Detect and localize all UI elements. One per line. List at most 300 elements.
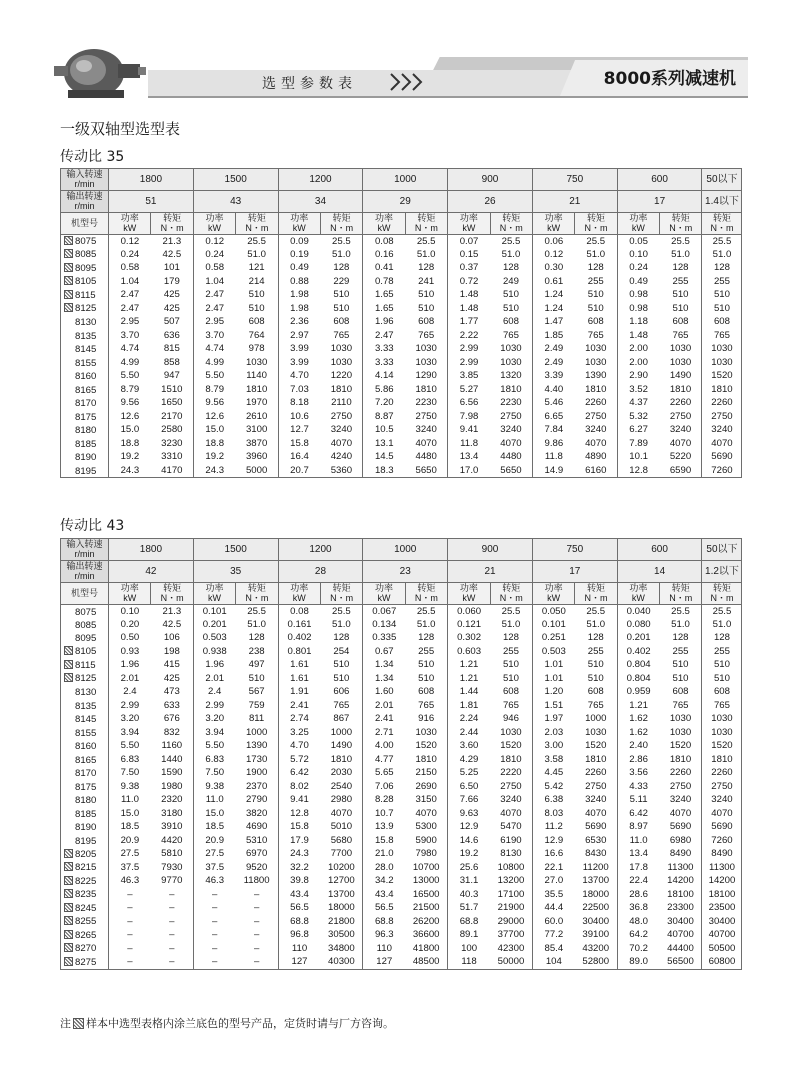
power-cell: 0.938 [193,645,235,659]
model-number: 8180 [75,425,97,437]
power-cell: 5.65 [363,767,405,781]
table-row [61,356,742,370]
power-cell: 4.45 [532,767,574,781]
power-cell: 17.8 [617,861,659,875]
power-cell: 8.28 [363,794,405,808]
power-cell: 7.66 [448,794,490,808]
power-cell: – [109,902,151,916]
power-cell: 1.51 [532,699,574,713]
model-cell [61,888,109,902]
power-cell: 2.4 [193,686,235,700]
torque-cell: 42300 [490,942,532,956]
power-cell: 15.0 [193,807,235,821]
power-cell: 3.20 [193,713,235,727]
power-cell: 127 [363,956,405,970]
model-number: 8160 [75,371,97,383]
power-cell: 7.50 [193,767,235,781]
torque-cell: 633 [151,699,193,713]
torque-cell: 2150 [405,767,447,781]
power-cell: 14.5 [363,451,405,465]
power-cell: 19.2 [448,848,490,862]
torque-cell: 3230 [151,437,193,451]
power-cell: 0.98 [617,289,659,303]
power-cell: 3.99 [278,343,320,357]
model-cell [61,713,109,727]
model-number: 8105 [75,646,97,658]
torque-cell: 18100 [660,888,702,902]
power-cell: 0.050 [532,605,574,619]
torque-cell: 3100 [236,424,278,438]
power-cell: 12.8 [617,464,659,478]
power-cell: 19.2 [193,451,235,465]
power-cell: 3.39 [532,370,574,384]
torque-header: 转矩 N・m [490,583,532,605]
power-cell: 24.3 [278,848,320,862]
power-cell: 104 [532,956,574,970]
torque-cell: 30400 [575,915,617,929]
power-cell: 0.402 [278,632,320,646]
torque-cell: 11300 [702,861,742,875]
table-row [61,275,742,289]
power-header: 功率 kW [617,583,659,605]
torque-cell: 765 [405,329,447,343]
torque-cell: 510 [660,672,702,686]
torque-cell: 5300 [405,821,447,835]
torque-header: 转矩 N・m [151,583,193,605]
model-cell [61,645,109,659]
torque-cell: 22500 [575,902,617,916]
hatched-square-icon [64,876,73,885]
torque-cell: 3240 [320,424,362,438]
table-row [61,753,742,767]
torque-cell: 1810 [575,383,617,397]
model-cell [61,659,109,673]
power-cell: 6.83 [109,753,151,767]
torque-cell: 608 [236,316,278,330]
torque-cell: 567 [236,686,278,700]
model-cell [61,834,109,848]
torque-cell: 4170 [151,464,193,478]
torque-cell: 2750 [490,410,532,424]
torque-cell: 510 [405,659,447,673]
torque-cell: 510 [660,302,702,316]
table-row [61,713,742,727]
power-cell: 4.70 [278,370,320,384]
torque-cell: 1520 [575,740,617,754]
model-number: 8185 [75,438,97,450]
torque-cell: 25.5 [575,605,617,619]
torque-cell: 5000 [236,464,278,478]
torque-cell: 4070 [405,807,447,821]
torque-cell: 255 [575,275,617,289]
torque-cell: 2260 [702,767,742,781]
power-cell: 5.42 [532,780,574,794]
hatched-square-icon [64,290,73,299]
torque-cell: 2260 [660,397,702,411]
ratio-title-35: 传动比 35 [60,149,125,165]
input-speed-cell: 50以下 [702,169,742,191]
torque-cell: 507 [151,316,193,330]
torque-cell: 473 [151,686,193,700]
power-cell: 4.33 [617,780,659,794]
hatched-square-icon [64,930,73,939]
power-cell: 37.5 [193,861,235,875]
power-cell: 5.50 [109,370,151,384]
table-row [61,437,742,451]
power-cell: 0.24 [617,262,659,276]
table-row [61,915,742,929]
torque-cell: 2750 [575,780,617,794]
power-cell: 16.6 [532,848,574,862]
torque-cell: 25.5 [702,235,742,249]
torque-cell: 510 [405,289,447,303]
torque-cell: 25.5 [320,235,362,249]
input-speed-cell: 1500 [193,169,278,191]
torque-cell: 255 [702,645,742,659]
model-number: 8235 [75,889,97,901]
power-cell: 20.9 [193,834,235,848]
power-cell: 4.29 [448,753,490,767]
torque-cell: 608 [490,316,532,330]
power-cell: 4.99 [193,356,235,370]
power-cell: 46.3 [109,875,151,889]
torque-cell: 1030 [575,356,617,370]
torque-cell: 5690 [575,821,617,835]
torque-cell: 37700 [490,929,532,943]
output-speed-cell: 14 [617,561,702,583]
model-cell [61,343,109,357]
torque-cell: 1000 [320,726,362,740]
power-cell: 0.161 [278,618,320,632]
power-cell: 15.0 [109,424,151,438]
torque-cell: 1030 [236,356,278,370]
power-cell: 0.09 [278,235,320,249]
power-cell: 6.50 [448,780,490,794]
table-row [61,370,742,384]
hatched-square-icon [64,276,73,285]
input-speed-cell: 750 [532,169,617,191]
power-cell: 9.86 [532,437,574,451]
power-cell: 4.40 [532,383,574,397]
torque-cell: 1030 [405,343,447,357]
power-cell: 2.44 [448,726,490,740]
torque-cell: 2230 [405,397,447,411]
torque-cell: 510 [320,302,362,316]
torque-cell: 10200 [320,861,362,875]
output-speed-cell: 1.2以下 [702,561,742,583]
torque-cell: 510 [405,672,447,686]
torque-cell: 3870 [236,437,278,451]
input-speed-cell: 1800 [109,169,194,191]
power-cell: 15.8 [278,437,320,451]
torque-cell: 765 [320,329,362,343]
power-cell: 2.00 [617,343,659,357]
power-cell: 20.7 [278,464,320,478]
marker-spacer [64,465,73,474]
torque-cell: 13200 [490,875,532,889]
torque-cell: 214 [236,275,278,289]
power-cell: 68.8 [278,915,320,929]
model-number: 8215 [75,862,97,874]
torque-cell: 4070 [575,437,617,451]
torque-cell: 765 [660,329,702,343]
power-cell: 2.97 [278,329,320,343]
torque-cell: 1290 [405,370,447,384]
power-cell: 1.77 [448,316,490,330]
torque-cell: 2370 [236,780,278,794]
model-number: 8170 [75,398,97,410]
torque-cell: 3240 [490,424,532,438]
power-cell: 1.34 [363,659,405,673]
model-number: 8165 [75,754,97,766]
power-cell: 22.4 [617,875,659,889]
power-cell: 0.12 [193,235,235,249]
torque-cell: 510 [236,302,278,316]
torque-cell: 8430 [575,848,617,862]
power-cell: – [193,929,235,943]
power-cell: 0.08 [278,605,320,619]
power-cell: 24.3 [109,464,151,478]
power-cell: 0.05 [617,235,659,249]
hatched-square-icon [64,916,73,925]
torque-cell: – [236,929,278,943]
torque-cell: 51.0 [490,248,532,262]
torque-cell: 25.5 [490,605,532,619]
torque-cell: 2540 [320,780,362,794]
torque-cell: 4070 [490,807,532,821]
power-cell: – [109,888,151,902]
power-cell: 2.90 [617,370,659,384]
torque-cell: 9770 [151,875,193,889]
marker-spacer [64,424,73,433]
torque-cell: 11800 [236,875,278,889]
torque-cell: 56500 [660,956,702,970]
power-cell: 1.48 [448,302,490,316]
model-cell [61,780,109,794]
power-cell: 4.00 [363,740,405,754]
torque-cell: 608 [405,316,447,330]
torque-cell: 18000 [575,888,617,902]
torque-cell: 2030 [320,767,362,781]
power-cell: 1.18 [617,316,659,330]
power-cell: 19.2 [109,451,151,465]
power-cell: 2.01 [363,699,405,713]
power-cell: – [109,956,151,970]
torque-cell: 510 [575,672,617,686]
marker-spacer [64,316,73,325]
power-cell: 1.97 [532,713,574,727]
torque-cell: – [151,942,193,956]
torque-cell: 4070 [575,807,617,821]
hatched-square-icon [64,660,73,669]
torque-cell: 128 [490,632,532,646]
torque-cell: 2110 [320,397,362,411]
torque-cell: 51.0 [236,618,278,632]
power-cell: 10.6 [278,410,320,424]
power-cell: 1.04 [109,275,151,289]
power-cell: 7.03 [278,383,320,397]
output-speed-cell: 42 [109,561,194,583]
torque-cell: 5650 [490,464,532,478]
model-number: 8175 [75,781,97,793]
torque-cell: 2580 [151,424,193,438]
torque-cell: 21500 [405,902,447,916]
marker-spacer [64,411,73,420]
marker-spacer [64,686,73,695]
power-cell: 37.5 [109,861,151,875]
output-speed-label: 输出转速 r/min [61,561,109,583]
power-cell: 2.74 [278,713,320,727]
power-cell: 2.00 [617,356,659,370]
power-cell: 27.0 [532,875,574,889]
torque-cell: 25.5 [405,235,447,249]
torque-cell: 18000 [320,902,362,916]
torque-cell: 128 [660,262,702,276]
power-cell: – [193,956,235,970]
torque-cell: 36600 [405,929,447,943]
model-number: 8270 [75,943,97,955]
power-cell: 0.12 [109,235,151,249]
power-cell: 5.50 [193,370,235,384]
selection-title: 选型参数表 [262,76,357,92]
model-number: 8115 [75,659,96,671]
model-number: 8115 [75,289,96,301]
power-cell: 4.37 [617,397,659,411]
torque-cell: 25.5 [236,235,278,249]
table-row [61,794,742,808]
model-cell [61,956,109,970]
power-cell: 0.959 [617,686,659,700]
power-cell: 44.4 [532,902,574,916]
power-cell: 15.0 [193,424,235,438]
model-cell [61,235,109,249]
power-cell: 11.0 [617,834,659,848]
power-cell: 2.47 [193,302,235,316]
torque-cell: 34800 [320,942,362,956]
model-number: 8130 [75,317,97,329]
power-cell: 5.50 [193,740,235,754]
model-cell [61,424,109,438]
torque-cell: 1810 [660,753,702,767]
torque-header: 转矩 N・m [320,583,362,605]
torque-cell: 1030 [702,713,742,727]
torque-cell: 4690 [236,821,278,835]
torque-cell: 3240 [575,794,617,808]
torque-cell: 51.0 [405,618,447,632]
torque-cell: 765 [575,329,617,343]
input-speed-cell: 50以下 [702,539,742,561]
model-cell [61,302,109,316]
power-cell: 0.67 [363,645,405,659]
power-cell: 40.3 [448,888,490,902]
power-cell: 2.99 [193,699,235,713]
power-cell: 0.72 [448,275,490,289]
footnote [60,1015,394,1031]
torque-cell: 4070 [660,437,702,451]
model-cell [61,289,109,303]
power-cell: 2.99 [448,356,490,370]
power-cell: – [193,888,235,902]
torque-cell: 1810 [320,753,362,767]
torque-cell: 50000 [490,956,532,970]
power-cell: 6.42 [278,767,320,781]
torque-cell: 23500 [702,902,742,916]
header-rule [148,96,748,98]
torque-cell: 2750 [702,780,742,794]
power-cell: 1.81 [448,699,490,713]
power-cell: 2.99 [448,343,490,357]
torque-cell: 510 [702,302,742,316]
power-cell: 1.21 [448,659,490,673]
torque-header: 转矩 N・m [151,213,193,235]
model-cell [61,875,109,889]
marker-spacer [64,330,73,339]
torque-cell: 10800 [490,861,532,875]
power-cell: – [193,915,235,929]
power-cell: 39.8 [278,875,320,889]
marker-spacer [64,713,73,722]
torque-cell: 1390 [575,370,617,384]
power-cell: 2.71 [363,726,405,740]
model-label: 机型号 [61,583,109,605]
torque-header: 转矩 N・m [405,583,447,605]
torque-cell: 11200 [575,861,617,875]
power-cell: 1.24 [532,289,574,303]
model-number: 8275 [75,956,97,968]
torque-cell: 39100 [575,929,617,943]
power-cell: 2.99 [109,699,151,713]
power-cell: 32.2 [278,861,320,875]
power-cell: 1.34 [363,672,405,686]
power-cell: 2.4 [109,686,151,700]
torque-cell: 1810 [490,383,532,397]
power-cell: 0.49 [617,275,659,289]
power-cell: 1.24 [532,302,574,316]
table-row [61,248,742,262]
torque-cell: 510 [320,672,362,686]
power-cell: 0.040 [617,605,659,619]
torque-cell: 40700 [702,929,742,943]
torque-cell: 510 [490,659,532,673]
power-cell: 17.9 [278,834,320,848]
power-cell: 5.86 [363,383,405,397]
power-cell: 5.32 [617,410,659,424]
power-cell: 96.3 [363,929,405,943]
power-cell: 8.03 [532,807,574,821]
power-cell: 0.201 [617,632,659,646]
torque-cell: 510 [405,302,447,316]
table-row [61,767,742,781]
torque-cell: 1390 [236,740,278,754]
torque-cell: 3180 [151,807,193,821]
power-cell: 1.61 [278,672,320,686]
model-cell [61,686,109,700]
torque-cell: 510 [702,672,742,686]
power-cell: 1.91 [278,686,320,700]
power-cell: 12.9 [448,821,490,835]
hatched-square-icon [64,957,73,966]
torque-cell: 510 [702,659,742,673]
power-cell: 9.38 [109,780,151,794]
torque-cell: 128 [575,262,617,276]
torque-cell: 1030 [490,343,532,357]
power-cell: 1.01 [532,659,574,673]
torque-cell: 1030 [660,726,702,740]
power-cell: 1.21 [617,699,659,713]
output-speed-cell: 17 [532,561,617,583]
torque-cell: 1810 [405,753,447,767]
power-cell: 96.8 [278,929,320,943]
